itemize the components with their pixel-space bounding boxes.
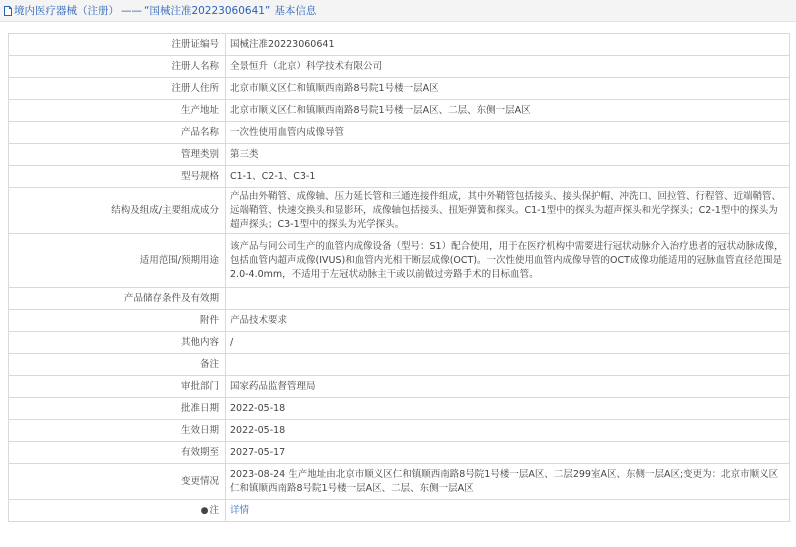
page-title: “国械注准20223060641” (144, 5, 271, 17)
row-label: 产品储存条件及有效期 (9, 288, 226, 310)
row-label-note (9, 500, 226, 522)
page-header (0, 0, 796, 22)
table-row (9, 100, 790, 122)
row-label: 生产地址 (9, 100, 226, 122)
row-label: 适用范围/预期用途 (9, 234, 226, 288)
table-row (9, 234, 790, 288)
row-label: 审批部门 (9, 376, 226, 398)
row-value: 全景恒升（北京）科学技术有限公司 (226, 56, 790, 78)
row-value: 2022-05-18 (226, 420, 790, 442)
row-label: 批准日期 (9, 398, 226, 420)
row-value: 一次性使用血管内成像导管 (226, 122, 790, 144)
table-row (9, 34, 790, 56)
table-row (9, 122, 790, 144)
table-row (9, 166, 790, 188)
row-value: 产品由外鞘管、成像轴、压力延长管和三通连接件组成，其中外鞘管包括接头、接头保护帽、冲洗口、回拉管、行程管、近端鞘管、远端鞘管、快速交换头和显影环，成像轴包括接头、扭矩弹簧和探头。C1-1型中的探头为超声探头和光学探头；C2-1型中的探头为超声探头；C3-1型中的探头为光学探头。 (226, 188, 790, 234)
info-table (8, 33, 790, 522)
breadcrumb-category[interactable]: 境内医疗器械（注册） (14, 5, 119, 17)
row-value: 第三类 (226, 144, 790, 166)
bullet-icon: ● (200, 505, 209, 516)
row-value: 国械注准20223060641 (226, 34, 790, 56)
table-row (9, 500, 790, 522)
table-row (9, 56, 790, 78)
row-value: 产品技术要求 (226, 310, 790, 332)
row-label: 其他内容 (9, 332, 226, 354)
row-value: 2027-05-17 (226, 442, 790, 464)
row-label: 型号规格 (9, 166, 226, 188)
row-value (226, 500, 790, 522)
row-value: C1-1、C2-1、C3-1 (226, 166, 790, 188)
row-label: 有效期至 (9, 442, 226, 464)
row-value: 北京市顺义区仁和镇顺西南路8号院1号楼一层A区、二层、东侧一层A区 (226, 100, 790, 122)
row-value: 国家药品监督管理局 (226, 376, 790, 398)
row-value (226, 288, 790, 310)
table-row (9, 288, 790, 310)
row-label: 注册人名称 (9, 56, 226, 78)
table-row (9, 310, 790, 332)
row-label: 产品名称 (9, 122, 226, 144)
table-row (9, 78, 790, 100)
table-row (9, 332, 790, 354)
row-value: 2022-05-18 (226, 398, 790, 420)
row-value: 该产品与同公司生产的血管内成像设备（型号：S1）配合使用，用于在医疗机构中需要进行冠状动脉介入治疗患者的冠状动脉成像，包括血管内超声成像(IVUS)和血管内光相干断层成像(OCT)。一次性使用血管内成像导管的OCT成像功能适用的冠脉血管直径范围是2.0-4.0mm，不适用于左冠状动脉主干或以前做过旁路手术的目标血管。 (226, 234, 790, 288)
details-link[interactable]: 详情 (230, 504, 250, 516)
document-icon (4, 6, 12, 16)
table-row (9, 354, 790, 376)
row-label: 附件 (9, 310, 226, 332)
table-row (9, 188, 790, 234)
row-label-text: 注 (209, 504, 219, 516)
row-label: 管理类别 (9, 144, 226, 166)
table-row (9, 442, 790, 464)
breadcrumb-separator: —— (121, 4, 142, 17)
page-title-suffix: 基本信息 (274, 5, 317, 17)
row-value: 北京市顺义区仁和镇顺西南路8号院1号楼一层A区 (226, 78, 790, 100)
table-row (9, 464, 790, 500)
row-label: 备注 (9, 354, 226, 376)
row-value: 2023-08-24 生产地址由北京市顺义区仁和镇顺西南路8号院1号楼一层A区、二层299室A区、东侧一层A区;变更为：北京市顺义区仁和镇顺西南路8号院1号楼一层A区、二层、东侧一层A区 (226, 464, 790, 500)
row-label: 生效日期 (9, 420, 226, 442)
row-label: 变更情况 (9, 464, 226, 500)
row-label: 结构及组成/主要组成成分 (9, 188, 226, 234)
row-value (226, 354, 790, 376)
table-row (9, 398, 790, 420)
table-row (9, 144, 790, 166)
table-row (9, 420, 790, 442)
row-label: 注册证编号 (9, 34, 226, 56)
row-value: / (226, 332, 790, 354)
row-label: 注册人住所 (9, 78, 226, 100)
table-row (9, 376, 790, 398)
